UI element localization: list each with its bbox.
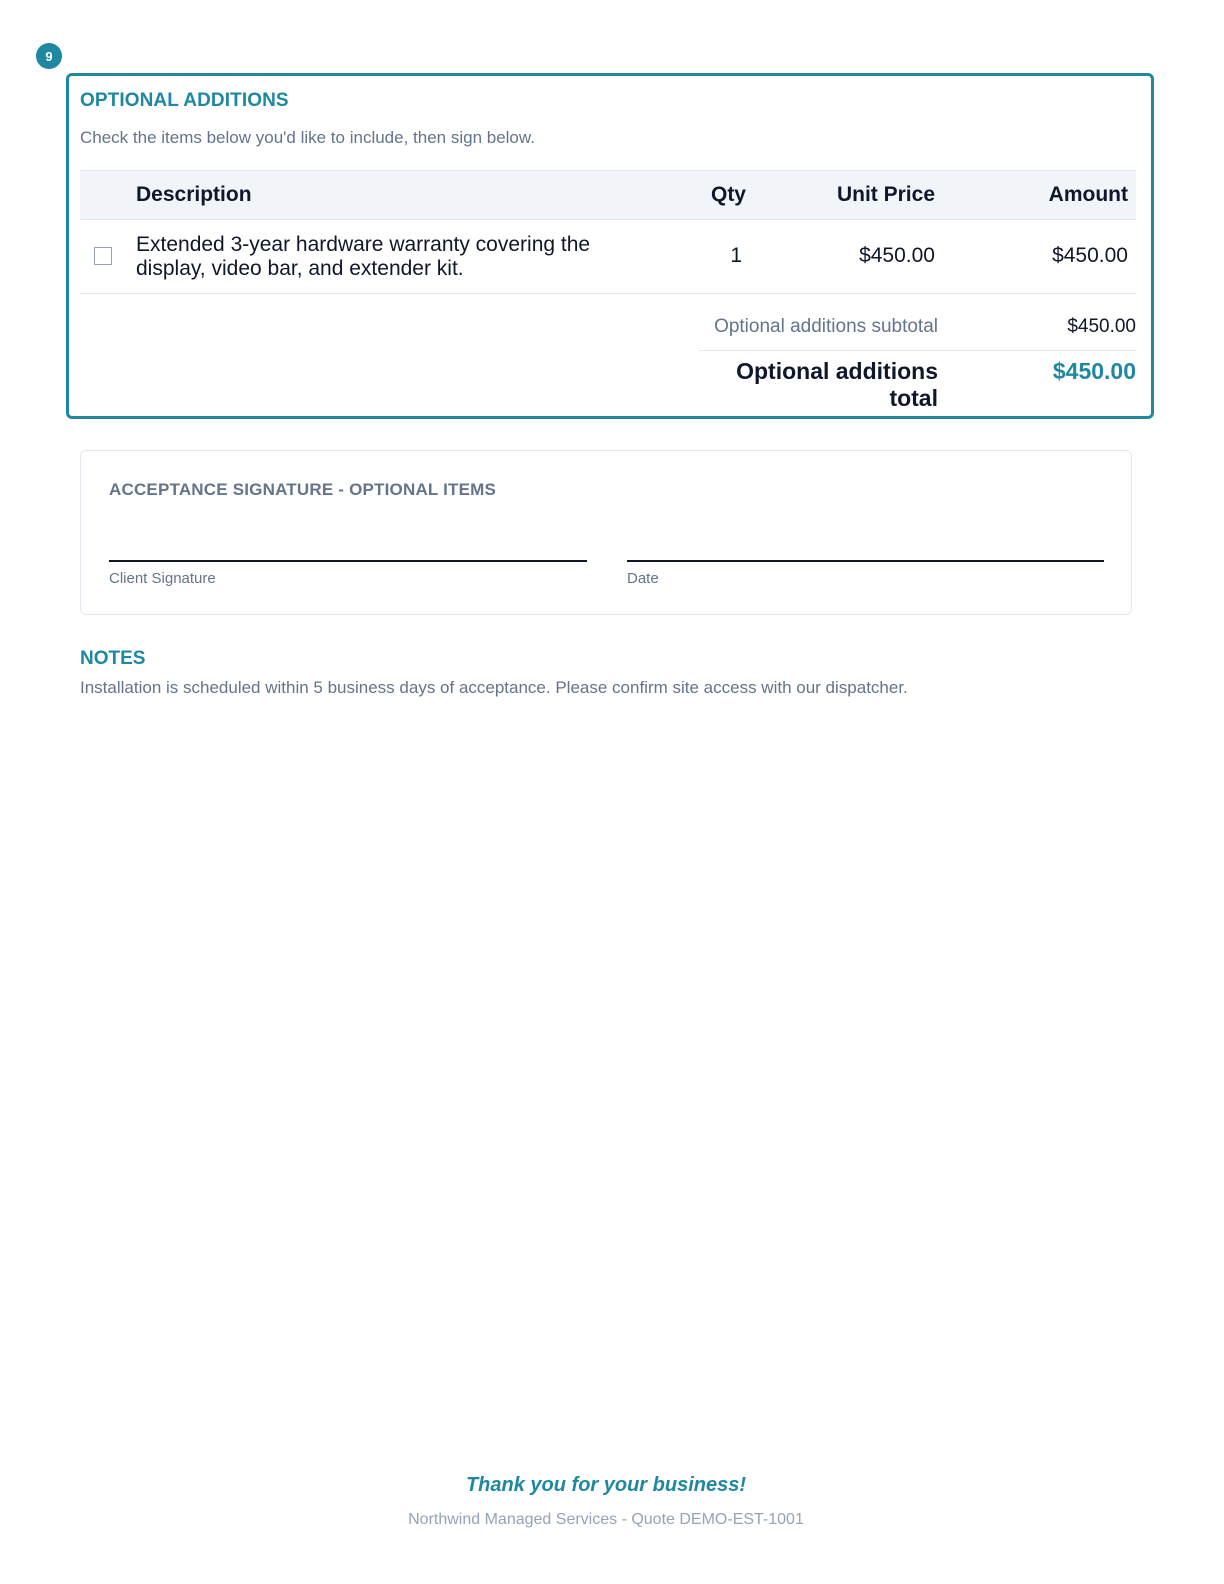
- item-unit-price: $450.00: [859, 244, 935, 267]
- optional-additions-section: [66, 73, 1154, 419]
- step-number-badge: 9: [36, 43, 62, 69]
- notes-text: Installation is scheduled within 5 business days of acceptance. Please confirm site access with our dispatcher.: [80, 678, 908, 697]
- table-row: [80, 220, 1136, 294]
- item-include-checkbox[interactable]: [94, 247, 112, 265]
- acceptance-signature-section: [80, 450, 1132, 615]
- totals-divider: [699, 350, 1136, 351]
- total-label: Optional additions total: [736, 358, 938, 411]
- item-amount: $450.00: [1052, 244, 1128, 267]
- date-line[interactable]: [627, 560, 1104, 562]
- date-label: Date: [627, 570, 659, 587]
- optional-additions-title: OPTIONAL ADDITIONS: [80, 90, 289, 111]
- optional-items-table: [80, 170, 1136, 294]
- subtotal-value: $450.00: [1067, 316, 1136, 337]
- item-description: Extended 3-year hardware warranty covering the display, video bar, and extender kit.: [136, 233, 591, 280]
- subtotal-label: Optional additions subtotal: [714, 316, 938, 337]
- table-header: [80, 170, 1136, 220]
- column-header-unit-price: Unit Price: [836, 183, 935, 206]
- optional-additions-subtitle: Check the items below you'd like to include, then sign below.: [80, 128, 535, 147]
- item-qty: 1: [730, 244, 742, 267]
- notes-title: NOTES: [80, 648, 146, 669]
- client-signature-line[interactable]: [109, 560, 587, 562]
- thank-you-message: Thank you for your business!: [465, 1474, 747, 1496]
- signature-section-title: ACCEPTANCE SIGNATURE - OPTIONAL ITEMS: [109, 480, 497, 499]
- column-header-description: Description: [136, 183, 252, 206]
- total-value: $450.00: [1052, 358, 1136, 384]
- footer-company-quote: Northwind Managed Services - Quote DEMO-EST-1001: [408, 1511, 804, 1528]
- column-header-amount: Amount: [1048, 183, 1128, 206]
- client-signature-label: Client Signature: [109, 570, 216, 587]
- column-header-qty: Qty: [710, 183, 746, 206]
